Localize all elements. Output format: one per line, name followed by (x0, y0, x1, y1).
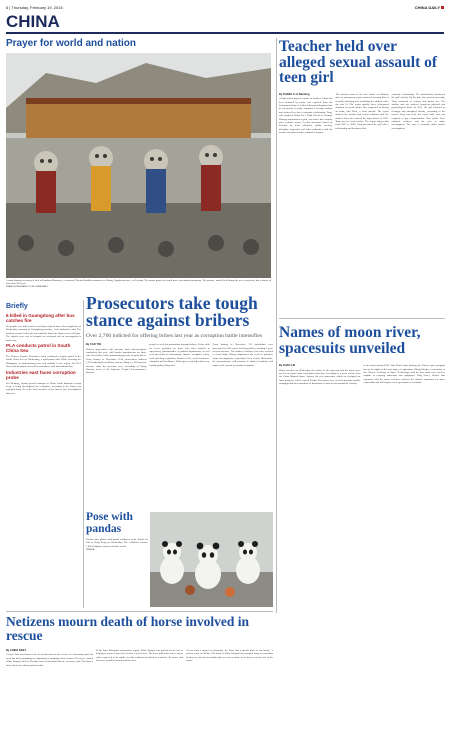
teacher-col-1 (279, 93, 332, 135)
pose-headline: Pose with pandas (86, 511, 133, 535)
prosecutors-col-1 (86, 343, 146, 375)
section-title: CHINA (6, 12, 60, 31)
netizens-story (6, 615, 273, 667)
prosecutors-headline: Prosecutors take tough stance against bribers (86, 293, 258, 331)
pose-story (86, 512, 148, 553)
prosecutors-story (86, 295, 273, 375)
netizens-byline: By CHINA DAILY (6, 649, 27, 652)
netizens-col-3 (186, 649, 273, 667)
dance-photo (6, 53, 271, 278)
netizens-columns (6, 649, 273, 667)
story-divider (279, 318, 445, 319)
prosecutors-columns (86, 343, 273, 375)
names-col-1-text: China unveiled on Wednesday the names of the spacesuit and the lunar rover used in its future lunar exploration missions. According to a news release from the China Manned Space Agency, the new spacesuits, which are designed for lunar missions, will be named Feitian. The names were selected through a public campaign that drew hundreds of thousands of entries from around the country. (279, 368, 361, 386)
section-rule (6, 32, 444, 34)
story-divider-bottom (6, 611, 273, 612)
pose-text: Visitors take photos with panda sculptures at the Panda Art Fair in Hong Kong on Wednesday. The exhibition features 1,600 sculptures from around the world. (86, 538, 148, 548)
photo-caption (6, 279, 271, 290)
briefs-divider (83, 300, 84, 608)
teacher-col-2 (335, 93, 388, 135)
teacher-story (279, 39, 445, 135)
teacher-col-1-text: A high school physics teacher in southern China has been detained by police and expelled from the Communist Party of China following allegations that he previously sexually assaulted a teenage student and seduced her into a romantic relationship. Tang, who taught at Bobai No 1 High School in Guangxi Zhuang autonomous region, was taken into custody after a public report. A joint statement issued on Tuesday by local education, public security, discipline inspection and labor authorities said the teacher was placed under criminal detention. (279, 97, 333, 135)
netizens-col-1 (6, 649, 93, 667)
netizens-headline: Netizens mourn death of horse involved in rescue (6, 614, 249, 643)
page-date: 6 | Thursday, February 19, 2015 (6, 5, 63, 10)
teacher-headline: Teacher held over alleged sexual assault of teen girl (279, 38, 438, 87)
names-columns (279, 364, 445, 385)
prosecutors-col-3-text: From January to November, 333 individuals were prosecuted in 260 causes involving bribes, marking a year-on-year increase. The number of bribery cases also reached a record high. Zhang emphasized the need to prioritize major investigations, especially in key sectors. Meanwhile, the procuratorates will continue to address loopholes and improve the system to combat corruption. (212, 343, 273, 367)
prosecutors-col-2 (149, 343, 209, 375)
brief-1-headline: 6 killed in Guangdong after bus catches fire (6, 313, 75, 323)
prosecutors-byline: By CAO YIN (86, 343, 101, 347)
netizens-col-2-text: In the Inner Mongolia autonomous region, White Dragon was praised for its role in helping to rescue a man who fell into a frozen river. The horse pulled the man to safety with a rope tied to its saddle, in what residents described as a miracle. Its owner said the horse would be buried near the river. (96, 649, 183, 663)
teacher-byline: By ZHANG LI in Nanning (279, 92, 310, 96)
teacher-columns (279, 93, 445, 135)
prosecutors-col-3 (213, 343, 273, 375)
panda-photo (150, 512, 273, 607)
brief-3-text: Liu Weidong, deputy general manager at China South Industries Group Corp, is being investigated for corruption, according to the Party's top anti-graft body. He is the first executive of the firm to face investigation this year. (6, 381, 81, 395)
panda-sculptures-image (150, 512, 273, 607)
teacher-col-3 (392, 93, 445, 135)
briefs-column (6, 303, 81, 395)
brief-1-text: Six people were killed and several others injured after a bus caught fire on Wednesday morning in Guangdong province, local authorities said. The incident occurred when the bus suddenly burst into flames near a toll gate. The injured were sent to hospital for treatment and an investigation is under way. (6, 325, 81, 342)
column-divider (276, 38, 277, 613)
netizens-col-2 (96, 649, 183, 667)
brief-3-headline: Industries east faces corruption probe (6, 369, 76, 380)
pose-credit: XINHUA (86, 549, 95, 552)
ceremony-image (6, 53, 271, 278)
names-col-1 (279, 364, 361, 385)
photo-credit: ZHANG HONGXIANG / FOR CHINA DAILY (6, 286, 49, 289)
page-header (6, 4, 446, 12)
prosecutors-col-2-text: people or seek job promotions through bribery. It also calls for severe penalties for those who offer officials in supervisory, administrative or judicial departments, as well as in the fields of environment, finance, workplace safety, food and drug regulation, disaster relief, social insurance, education and healthcare. Bribe-givers and bribe-takers are equally guilty, Wang said. (149, 343, 210, 367)
paper-logo-icon (441, 6, 444, 9)
caption-text: A mask-dancing ceremony is held in Kumbum Monastery, a renowned Tibetan Buddhist monastery in Xining, Qinghai province, on Tuesday. The monks prayed for world peace and national prosperity. The practice, usually held during the new year period, has a history of more than 250 years. (6, 279, 271, 286)
teacher-col-2-text: The incident came to the fore online on Monday after an anonymous report surfaced accusing him of sexually harassing and assaulting the student when she was 14. The report quickly drew widespread attention on social media. He's suspected of having an affair, said Zhou, a local official. The report claimed the teacher had sexual relations with the student when she entered the high school in 2007. Tang was her head teacher. The report alleges that from 2007 to 2009, Tang pressured the girl into a relationship and threatened her. (335, 92, 389, 130)
names-col-2 (364, 364, 446, 385)
names-headline: Names of moon river, spacesuits unveiled (279, 324, 421, 357)
names-byline: By ZHAO LEI (279, 364, 296, 368)
prosecutors-dek: Over 2,700 indicted for offering bribes last year as corruption battle intensifies (86, 332, 263, 339)
teacher-col-3-text: romantic relationship. He intentionally threatened the girl's family. By the time she entered university, Tang continued to contact and harass her. The student said she suffered long-term physical and psychological harm. In 2011, the girl returned to Guangxi and attempted suicide, according to the report. Tang was held, the report said, and was required to pay compensation. Now police have obtained evidence and the case is under investigation. The case is currently under further investigation. (391, 92, 445, 130)
netizens-col-1-text: A horse that was honored for its involvement in the rescue of a drowning man last week has died, prompting an outpouring of sympathy from netizens. The horse, named White Dragon, died on Tuesday from an intestinal disease, its owner said. The horse's brave deed was widely praised online. (6, 653, 93, 667)
paper-name (415, 5, 444, 10)
brief-2-headline: PLA conducts patrol in South China Sea (6, 343, 71, 354)
names-story (279, 325, 445, 386)
netizens-col-3-text: "It was truly a master of mountains, the horse had a special place in our hearts," a netizen wrote on Weibo. The death of White Dragon has prompted many to remember its bravery, and local residents plan to erect a statue in its honor near the site of the rescue. (186, 649, 273, 663)
brief-2-text: The Chinese People's Liberation Army conducted a routine patrol in the South China Sea on Wednesday, a spokesman said. While accusing the Philippines of undermining peace and stability in the region, the PLA Navy said the patrol was held in accordance with international law. (6, 355, 81, 369)
briefs-label: Briefly (6, 303, 28, 310)
prosecutors-col-1-text: Chinese prosecutors will intensify their anti-corruption crackdown this year, with harsher punishments for those who offer bribes while maintaining pressure on graft-takers. From January to November 2014, prosecutors indicted 2,733 individuals on bribery offense charges, a 36.6 percent increase from the previous year, according to Wang Xiaoxin, head of the Supreme People's Procuratorate's division. (86, 347, 147, 375)
prayer-headline: Prayer for world and nation (6, 38, 137, 49)
paper-name-text: CHINA DAILY (414, 5, 440, 10)
names-col-2-text: to the moon around 2030. After Yutu's lunar landing, the Chinese space program has set its sights on the next stage of exploration. Zhang Wenjun, a researcher at the Chinese Academy of Space Technology, said the new lunar rover will be capable of carrying astronauts and equipment. Yang Liwei, China's first astronaut, said the name selection reflected the nation's aspiration for space exploration and will inspire a new generation of scientists. (363, 364, 445, 385)
